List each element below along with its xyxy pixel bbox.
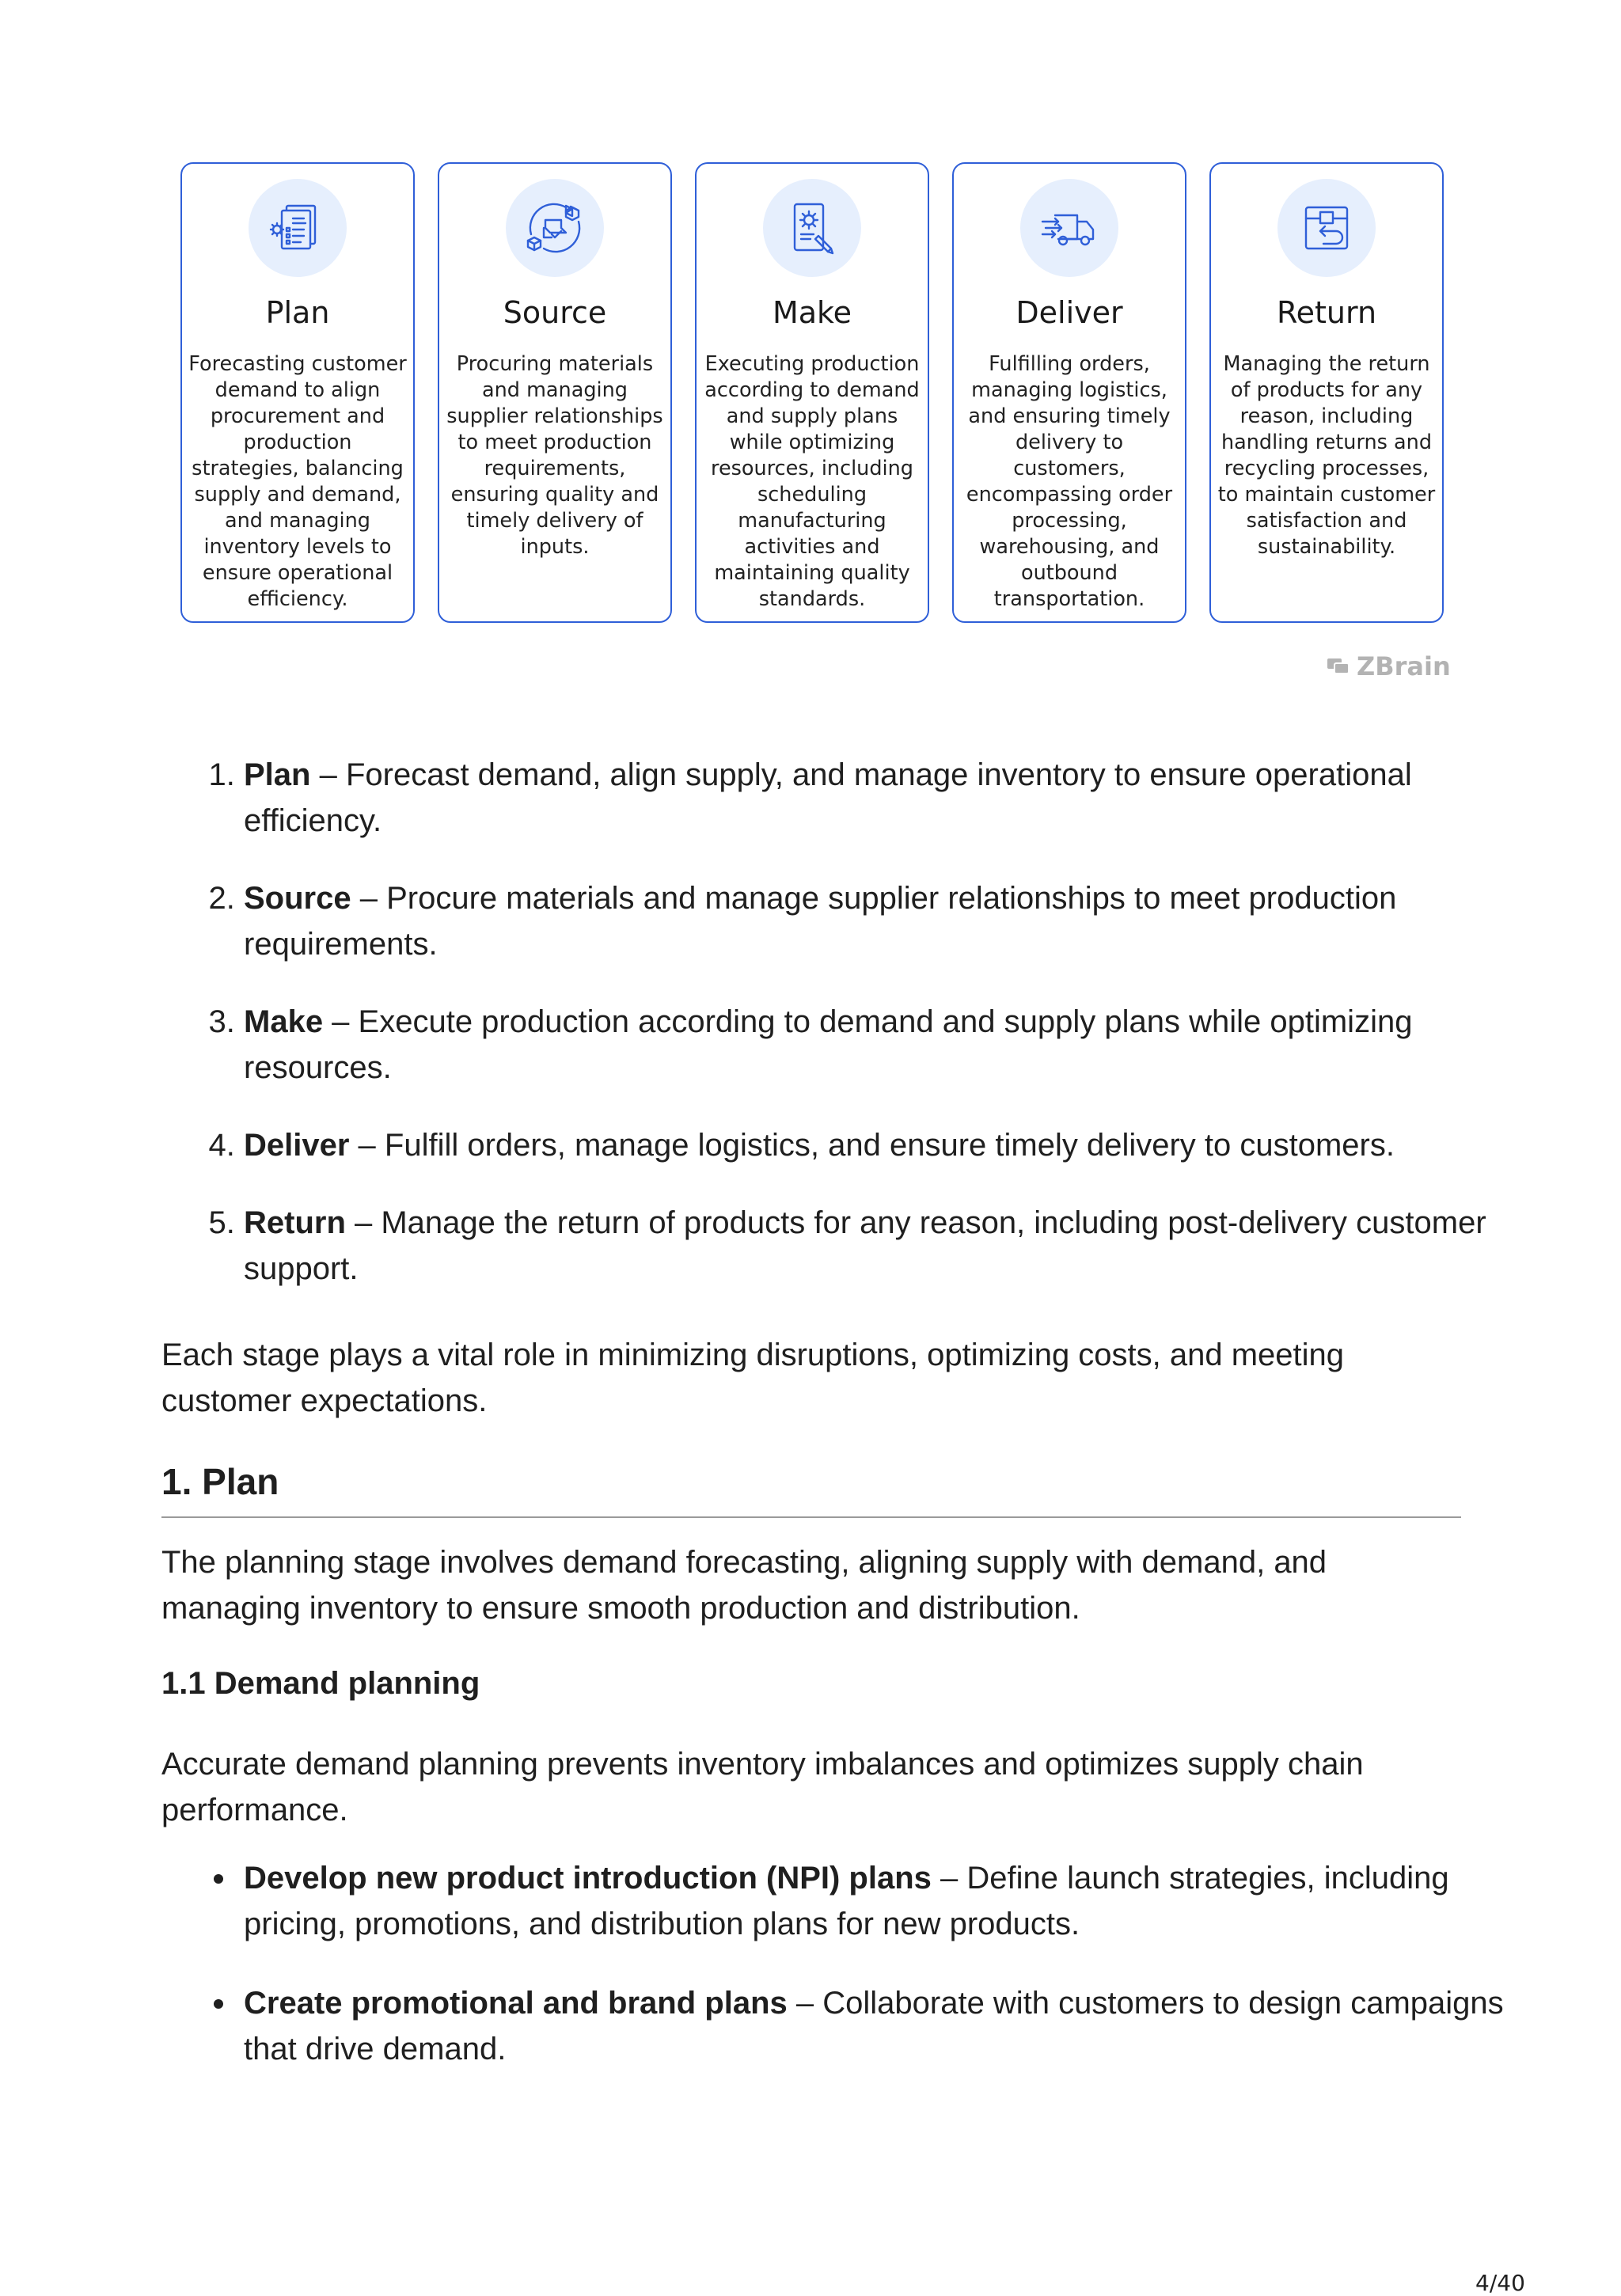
- subsection-intro-paragraph: Accurate demand planning prevents inventory imbalances and optimizes supply chain performance.: [161, 1747, 1364, 1827]
- subsection-heading: 1.1 Demand planning: [161, 1666, 480, 1701]
- stage-description: Forecasting customer demand to align procurement and production strategies, balancing supply and demand, and managing inventory levels to ensure operational efficiency.: [188, 352, 407, 611]
- delivery-truck-icon: [1020, 179, 1118, 277]
- summary-paragraph: Each stage plays a vital role in minimizing disruptions, optimizing costs, and meeting customer expectations.: [161, 1338, 1345, 1418]
- stage-description: Fulfilling orders, managing logistics, and ensuring timely delivery to customers, encompassing order processing, warehousing, and outbound transportation.: [966, 352, 1173, 611]
- list-item-text: – Manage the return of products for any reason, including post-delivery customer support.: [244, 1205, 1486, 1286]
- supply-chain-stages-diagram: [180, 162, 1447, 626]
- stage-card-source: [438, 162, 672, 623]
- stage-card-return: [1209, 162, 1444, 623]
- bullet-icon: [214, 1874, 223, 1884]
- bullet-icon: [214, 1999, 223, 2009]
- list-item-text: – Execute production according to demand and supply plans while optimizing resources.: [244, 1004, 1413, 1085]
- stage-title: Deliver: [1015, 295, 1123, 330]
- list-item: [244, 1200, 1558, 1292]
- section-intro-paragraph: The planning stage involves demand forecasting, aligning supply with demand, and managing inventory to ensure smooth production and distribution.: [161, 1545, 1327, 1626]
- list-item: [244, 875, 1558, 967]
- section-heading: 1. Plan: [161, 1458, 1461, 1518]
- stage-title: Make: [772, 295, 852, 330]
- list-item-term: Source: [244, 881, 351, 916]
- stage-title: Plan: [265, 295, 330, 330]
- bullet-text: – Define launch strategies, including pricing, promotions, and distribution plans for new products.: [244, 1861, 1449, 1941]
- list-item-text: – Procure materials and manage supplier relationships to meet production requirements.: [244, 881, 1397, 962]
- list-item-term: Make: [244, 1004, 324, 1039]
- stage-title: Source: [503, 295, 607, 330]
- list-item-text: – Fulfill orders, manage logistics, and ensure timely delivery to customers.: [349, 1128, 1395, 1163]
- stage-description: Executing production according to demand and supply plans while optimizing resources, including scheduling manufacturing activities and maintaining quality standards.: [704, 352, 920, 611]
- list-item: [244, 752, 1558, 844]
- bullet-item: [244, 1980, 1558, 2072]
- page-number: 4/40: [1475, 2270, 1525, 2296]
- list-item: [244, 999, 1558, 1091]
- return-box-icon: [1277, 179, 1376, 277]
- list-item-text: – Forecast demand, align supply, and manage inventory to ensure operational efficiency.: [244, 757, 1412, 838]
- stage-card-plan: [180, 162, 415, 623]
- bullet-item: [244, 1855, 1558, 1947]
- bullet-term: Develop new product introduction (NPI) plans: [244, 1861, 932, 1896]
- stage-title: Return: [1276, 295, 1377, 330]
- brand-logo: [1327, 651, 1451, 682]
- stages-list: [158, 752, 1558, 1323]
- brand-logo-icon: [1327, 656, 1350, 677]
- stage-card-make: [695, 162, 929, 623]
- stage-description: Managing the return of products for any reason, including handling returns and recycling processes, to maintain customer satisfaction and sustainability.: [1217, 352, 1436, 559]
- planning-document-icon: [249, 179, 347, 277]
- stage-card-deliver: [952, 162, 1186, 623]
- list-item: [244, 1122, 1558, 1168]
- manufacturing-gear-icon: [763, 179, 861, 277]
- list-item-term: Return: [244, 1205, 346, 1240]
- stage-description: Procuring materials and managing supplier relationships to meet production requirements, ensuring quality and timely delivery of inputs.: [446, 352, 663, 559]
- brand-name: ZBrain: [1357, 651, 1451, 681]
- list-item-term: Plan: [244, 757, 311, 792]
- bullet-term: Create promotional and brand plans: [244, 1986, 788, 2021]
- sourcing-boxes-icon: [506, 179, 604, 277]
- list-item-term: Deliver: [244, 1128, 350, 1163]
- bullet-list: [158, 1855, 1558, 2105]
- bullet-text: – Collaborate with customers to design campaigns that drive demand.: [244, 1986, 1504, 2066]
